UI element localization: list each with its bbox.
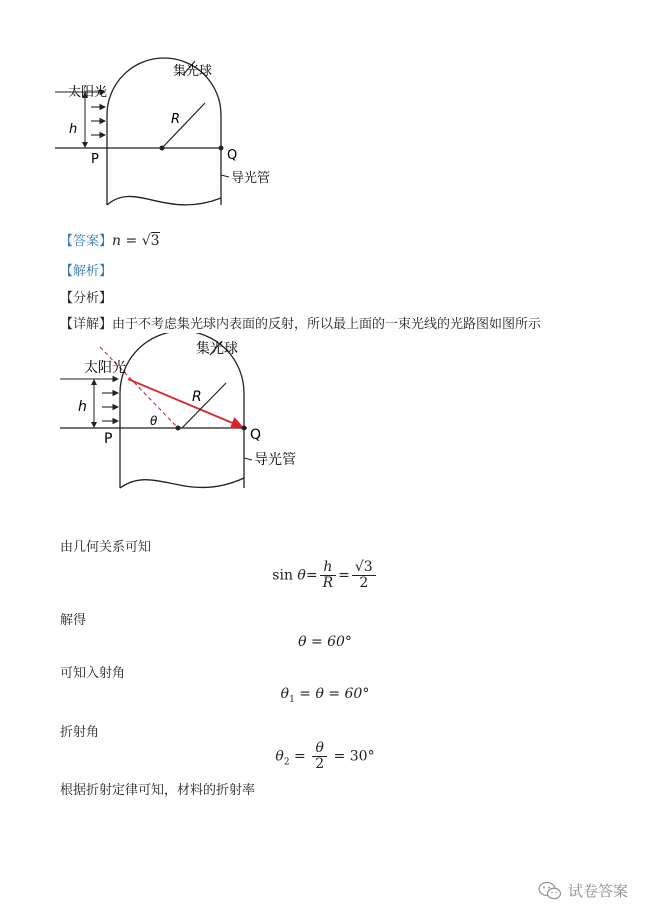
answer-bracket: 【答案】 <box>60 234 113 249</box>
analysis-heading: 【解析】 <box>60 264 113 279</box>
step5-text: 根据折射定律可知，材料的折射率 <box>60 783 256 798</box>
label-sun: 太阳光 <box>68 85 108 100</box>
label-tube-2: 导光管 <box>254 452 296 468</box>
label-theta: θ <box>150 414 158 428</box>
step2-formula: θ = 60° <box>298 634 352 650</box>
step2-text: 解得 <box>60 613 87 628</box>
label-P-2: P <box>104 431 113 447</box>
answer-n: n <box>112 233 122 249</box>
step4-text: 折射角 <box>60 725 100 740</box>
step1-text: 由几何关系可知 <box>60 540 152 555</box>
figure-2 <box>60 333 390 503</box>
watermark <box>538 880 628 901</box>
step3-text: 可知入射角 <box>60 666 126 681</box>
label-R-2: R <box>192 389 202 405</box>
answer-radicand: 3 <box>150 233 160 249</box>
label-Q: Q <box>227 148 238 163</box>
wechat-icon <box>538 881 562 901</box>
answer-line: 【答案】n = √3 <box>60 233 160 249</box>
tube-bottom-wave <box>107 196 221 205</box>
label-h: h <box>69 122 78 137</box>
step1-formula: sin θ= $\frac{h}{R}$ = $\frac{√3}{2}$ <box>0 560 650 591</box>
sqrt-symbol: √ <box>141 233 151 249</box>
step4-formula: $\theta_2$ = $\frac{\theta}{2}$ = 30° <box>275 740 375 772</box>
figure-1 <box>55 55 315 215</box>
refracted-ray <box>128 379 242 427</box>
radius-line <box>162 103 205 148</box>
detail-text: 由于不考虑集光球内表面的反射，所以最上面的一束光线的光路图如图所示 <box>112 317 542 332</box>
label-Q-2: Q <box>250 427 262 443</box>
detail-line <box>60 313 541 332</box>
step3-formula: $\theta_1 = \theta = 60^\circ$ <box>280 686 370 705</box>
label-R: R <box>171 112 181 127</box>
label-tube: 导光管 <box>231 171 271 186</box>
detail-bracket: 【详解】 <box>60 317 113 332</box>
label-ball: 集光球 <box>173 64 213 79</box>
label-sun-2: 太阳光 <box>84 360 126 376</box>
fenxi-heading: 【分析】 <box>60 291 113 306</box>
label-h-2: h <box>78 399 87 415</box>
watermark-text: 试卷答案 <box>568 882 629 900</box>
label-ball-2: 集光球 <box>196 341 238 357</box>
label-P: P <box>91 152 99 167</box>
